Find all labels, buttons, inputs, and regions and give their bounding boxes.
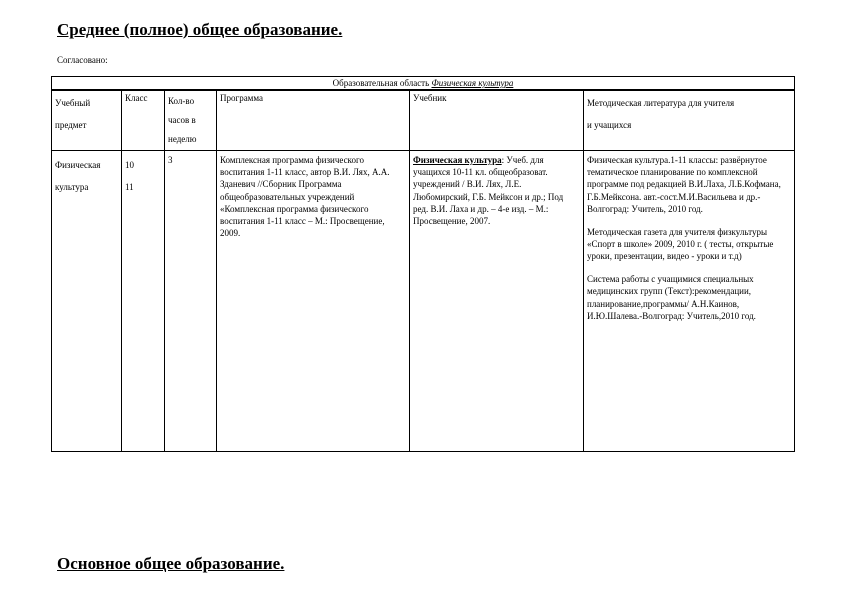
header-method-lit-line: и учащихся bbox=[587, 120, 632, 131]
header-class: Класс bbox=[122, 90, 165, 151]
header-subject-line: Учебный bbox=[55, 98, 91, 109]
cell-hours: 3 bbox=[165, 151, 217, 452]
cell-method-lit bbox=[584, 151, 795, 452]
area-label: Образовательная область bbox=[332, 78, 430, 88]
cell-subject bbox=[52, 151, 122, 452]
textbook-title: Физическая культура bbox=[413, 155, 502, 166]
cell-textbook bbox=[410, 151, 584, 452]
header-method-lit bbox=[584, 90, 795, 151]
cell-class-value: 11 bbox=[125, 182, 134, 193]
method-lit-item: Физическая культура.1-11 классы: развёрнутое тематическое планирование по комплексной программе под редакцией В.И.Лаха, Л.Б.Кофмана, Г.Б.Мейксона. авт.-сост.М.И.Васильева и др.-Волгоград: Учитель, 2010 год. bbox=[587, 155, 781, 214]
method-lit-item: Методическая газета для учителя физкультуры «Спорт в школе» 2009, 2010 г. ( тесты, открытые уроки, презентации, видео - уроки и т.д) bbox=[587, 226, 774, 262]
header-textbook: Учебник bbox=[410, 90, 584, 151]
header-hours-line: часов в bbox=[168, 115, 196, 126]
header-hours-line: неделю bbox=[168, 134, 197, 145]
cell-class-value: 10 bbox=[125, 160, 134, 171]
section-title-secondary-full: Среднее (полное) общее образование. bbox=[57, 20, 343, 39]
textbook-details: : Учеб. для учащихся 10-11 кл. общеобразоват. учреждений / В.И. Лях, Л.Е. Любомирский, Г.Б. Мейксон и др.; Под ред. В.И. Лаха и др. – 4-е изд. – М.: Просвещение, 2007. bbox=[413, 155, 564, 226]
header-hours bbox=[165, 90, 217, 151]
method-lit-item: Система работы с учащимися специальных медицинских групп (Текст):рекомендации, планирование,программы/ А.Н.Каинов, И.Ю.Шалева.-Волгоград: Учитель,2010 год. bbox=[587, 274, 756, 321]
cell-subject-line: Физическая bbox=[55, 160, 101, 171]
header-hours-line: Кол-во bbox=[168, 96, 195, 107]
section-title-basic-general: Основное общее образование. bbox=[57, 554, 285, 573]
header-subject-line: предмет bbox=[55, 120, 87, 131]
header-program: Программа bbox=[217, 90, 410, 151]
header-method-lit-line: Методическая литература для учителя bbox=[587, 98, 735, 109]
cell-program: Комплексная программа физического воспитания 1-11 класс, автор В.И. Лях, А.А. Зданевич //Сборник Программа общеобразовательных учреждений «Комплексная программа физического воспитания 1-11 класс – М.: Просвещение, 2009. bbox=[217, 151, 410, 452]
header-row bbox=[52, 90, 795, 151]
header-subject bbox=[52, 90, 122, 151]
area-cell bbox=[52, 77, 795, 91]
table-row bbox=[52, 151, 795, 452]
area-name: Физическая культура bbox=[431, 78, 514, 88]
area-row bbox=[52, 77, 795, 91]
cell-subject-line: культура bbox=[55, 182, 89, 193]
curriculum-table bbox=[51, 76, 795, 452]
cell-classes bbox=[122, 151, 165, 452]
agreed-label: Согласовано: bbox=[57, 55, 108, 65]
